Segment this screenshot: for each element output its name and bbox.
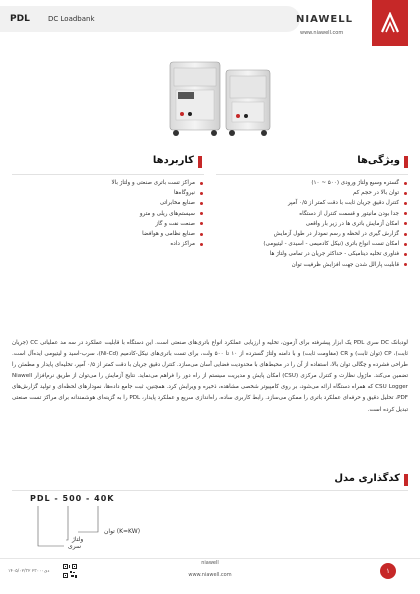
applications-item: صنایع نظامی و هوافضا [12,229,204,239]
features-title: ویژگی‌ها [357,155,400,166]
features-item: قابلیت پارالل شدن جهت افزایش ظرفیت توان [216,260,408,270]
footer-url: www.niawell.com [188,572,232,578]
page-number: ۱ [380,563,396,579]
description-paragraph: لودبانک DC سری PDL یک ابزار پیشرفته برای آزمون، تخلیه و ارزیابی عملکرد انواع باتری‌های صنعتی است. این دستگاه با قابلیت عملکرد در سه مد عملیاتی CC (جریان ثابت)، CP (توان ثابت) و CR (مقاومت ثابت) و با دامنه ولتاژ گسترده از ۱۰ تا ۵۰۰ ولت، برای تست باتری‌های نیکل-کادمیم (Ni-Cd)، سرب-اسید و لیتیومی ایده‌آل است. طراحی فشرده و چگالی توان بالا، استفاده از آن را در محیط‌های با محدودیت فضایی آسان می‌سازد. کنترل دقیق جریان با دقت کمتر از ۰/۵ آمپر، تخلیه‌ای پایدار و مطمئن را تضمین می‌کند. ماژول نظارت و کنترل مرکزی (CSU) امکان پایش و مدیریت سیستم از راه دور را فراهم می‌نماید. نتایج آزمایش را می‌توان از طریق نرم‌افزار Niawell CSU Logger که همراه دستگاه ارائه می‌شود، بر روی کامپیوتر شخصی مشاهده، ذخیره و ویرایش کرد. همچنین، ثبت جامع داده‌ها، نمودارهای لحظه‌ای و تولید گزارش‌های PDF، تحلیل دقیق و حرفه‌ای عملکرد باتری را ممکن می‌سازد. رابط کاربری ساده، راه‌اندازی سریع و عملکرد پایدار، PDL را به گزینه‌ای هوشمندانه برای مراکز تست صنعتی تبدیل کرده است. [12,340,409,413]
applications-item: صنعت نفت و گاز [12,219,204,229]
code-series: PDL [30,494,51,503]
brand-url: www.niawell.com [300,30,344,36]
applications-item: مراکز داده [12,239,204,249]
footer-brand: niawell [201,560,219,566]
features-item: کنترل دقیق جریان ثابت با دقت کمتر از ۰/۵ آمپر [216,198,408,208]
brand-logo-text: NIAWELL [296,14,353,25]
qr-code [62,563,78,579]
features-item: توان بالا در حجم کم [216,188,408,198]
code-separator-2: - [86,494,91,503]
applications-item: مراکز تست باتری صنعتی و ولتاژ بالا [12,178,204,188]
features-item: فناوری تخلیه دینامیکی - حداکثر جریان در تمامی ولتاژ ها [216,249,408,259]
product-name: DC Loadbank [48,15,95,23]
code-label-series: سری [68,543,82,550]
applications-title: کاربردها [152,155,194,166]
applications-item: نیروگاه‌ها [12,188,204,198]
code-label-voltage: ولتاژ [72,536,84,543]
applications-item: صنایع مخابراتی [12,198,204,208]
code-title: کدگذاری مدل [334,473,400,484]
footer-divider [0,558,420,559]
footer-date: ۱۴۰۵/۰۲/۳۲ دی۲۳۰۰۰ [8,569,50,574]
features-item: گزارش گیری در لحظه و رسم نمودار در طول آزمایش [216,229,408,239]
code-separator-1: - [54,494,59,503]
code-voltage: 500 [62,494,83,503]
code-label-power: توان (K=KW) [104,528,141,535]
applications-item: سیستم‌های ریلی و مترو [12,209,204,219]
features-item: امکان تست انواع باتری (نیکل کادمیمی - اسیدی - لیتیومی) [216,239,408,249]
code-power: 40K [94,494,115,503]
product-code: PDL [10,14,30,24]
features-item: امکان آزمایش باتری ها در زیر بار واقعی [216,219,408,229]
features-item: گستره وسیع ولتاژ ورودی (۵۰۰ ~ ۱۰) [216,178,408,188]
features-item: جدا بودن مانیتور و قسمت کنترل از دستگاه [216,209,408,219]
